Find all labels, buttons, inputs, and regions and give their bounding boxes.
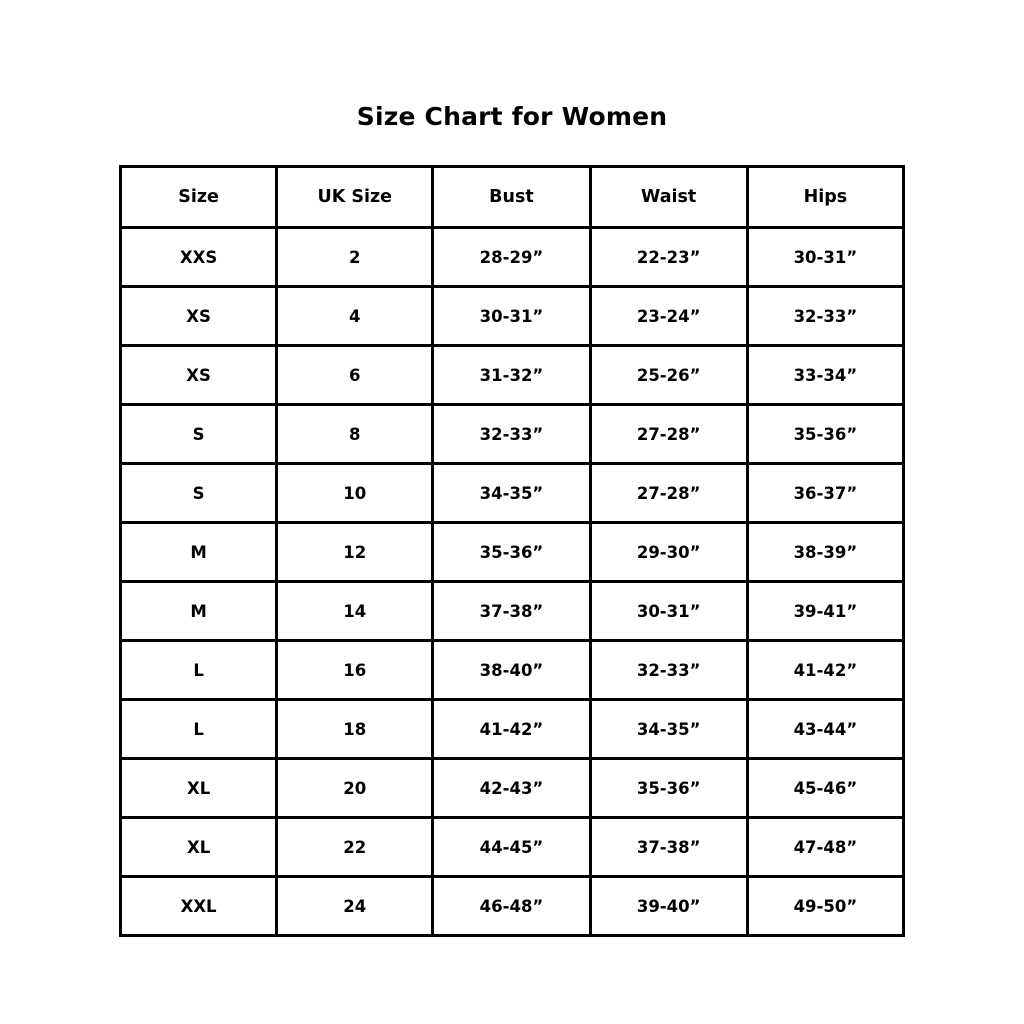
cell-hips: 35-36” (747, 405, 903, 464)
table-header-row (121, 167, 904, 228)
cell-hips: 36-37” (747, 464, 903, 523)
table-row (121, 818, 904, 877)
cell-size: XS (121, 287, 277, 346)
cell-waist: 27-28” (590, 464, 747, 523)
table-header (121, 167, 904, 228)
cell-hips: 43-44” (747, 700, 903, 759)
cell-uk-size: 12 (277, 523, 433, 582)
table-row (121, 641, 904, 700)
column-header-hips: Hips (747, 167, 903, 228)
cell-size: L (121, 700, 277, 759)
cell-size: M (121, 582, 277, 641)
cell-bust: 34-35” (433, 464, 590, 523)
cell-hips: 49-50” (747, 877, 903, 936)
cell-size: XL (121, 759, 277, 818)
cell-bust: 41-42” (433, 700, 590, 759)
table-row (121, 346, 904, 405)
cell-uk-size: 14 (277, 582, 433, 641)
cell-uk-size: 6 (277, 346, 433, 405)
cell-waist: 37-38” (590, 818, 747, 877)
cell-hips: 47-48” (747, 818, 903, 877)
cell-hips: 38-39” (747, 523, 903, 582)
cell-bust: 31-32” (433, 346, 590, 405)
cell-size: S (121, 405, 277, 464)
cell-bust: 32-33” (433, 405, 590, 464)
cell-waist: 32-33” (590, 641, 747, 700)
cell-size: XXS (121, 228, 277, 287)
table-row (121, 700, 904, 759)
cell-uk-size: 20 (277, 759, 433, 818)
cell-uk-size: 18 (277, 700, 433, 759)
cell-hips: 39-41” (747, 582, 903, 641)
cell-size: S (121, 464, 277, 523)
size-chart-table (119, 165, 905, 937)
cell-bust: 38-40” (433, 641, 590, 700)
cell-size: L (121, 641, 277, 700)
table-row (121, 759, 904, 818)
cell-waist: 25-26” (590, 346, 747, 405)
cell-bust: 30-31” (433, 287, 590, 346)
table-row (121, 228, 904, 287)
cell-bust: 35-36” (433, 523, 590, 582)
column-header-waist: Waist (590, 167, 747, 228)
cell-waist: 29-30” (590, 523, 747, 582)
table-row (121, 523, 904, 582)
cell-uk-size: 2 (277, 228, 433, 287)
cell-bust: 42-43” (433, 759, 590, 818)
cell-size: XS (121, 346, 277, 405)
cell-uk-size: 16 (277, 641, 433, 700)
cell-waist: 27-28” (590, 405, 747, 464)
cell-size: M (121, 523, 277, 582)
page-title: Size Chart for Women (356, 102, 668, 131)
cell-waist: 23-24” (590, 287, 747, 346)
cell-hips: 33-34” (747, 346, 903, 405)
table-body (121, 228, 904, 936)
column-header-uk-size: UK Size (277, 167, 433, 228)
cell-waist: 22-23” (590, 228, 747, 287)
cell-uk-size: 4 (277, 287, 433, 346)
cell-uk-size: 24 (277, 877, 433, 936)
table-row (121, 877, 904, 936)
cell-hips: 32-33” (747, 287, 903, 346)
table-row (121, 405, 904, 464)
cell-waist: 34-35” (590, 700, 747, 759)
cell-hips: 45-46” (747, 759, 903, 818)
cell-uk-size: 22 (277, 818, 433, 877)
cell-bust: 46-48” (433, 877, 590, 936)
cell-bust: 28-29” (433, 228, 590, 287)
column-header-bust: Bust (433, 167, 590, 228)
table-row (121, 464, 904, 523)
cell-waist: 39-40” (590, 877, 747, 936)
table-row (121, 582, 904, 641)
cell-hips: 41-42” (747, 641, 903, 700)
table-row (121, 287, 904, 346)
cell-waist: 35-36” (590, 759, 747, 818)
cell-size: XL (121, 818, 277, 877)
cell-size: XXL (121, 877, 277, 936)
size-chart-table-container (119, 165, 905, 937)
column-header-size: Size (121, 167, 277, 228)
cell-bust: 44-45” (433, 818, 590, 877)
cell-uk-size: 10 (277, 464, 433, 523)
cell-hips: 30-31” (747, 228, 903, 287)
cell-waist: 30-31” (590, 582, 747, 641)
cell-uk-size: 8 (277, 405, 433, 464)
cell-bust: 37-38” (433, 582, 590, 641)
